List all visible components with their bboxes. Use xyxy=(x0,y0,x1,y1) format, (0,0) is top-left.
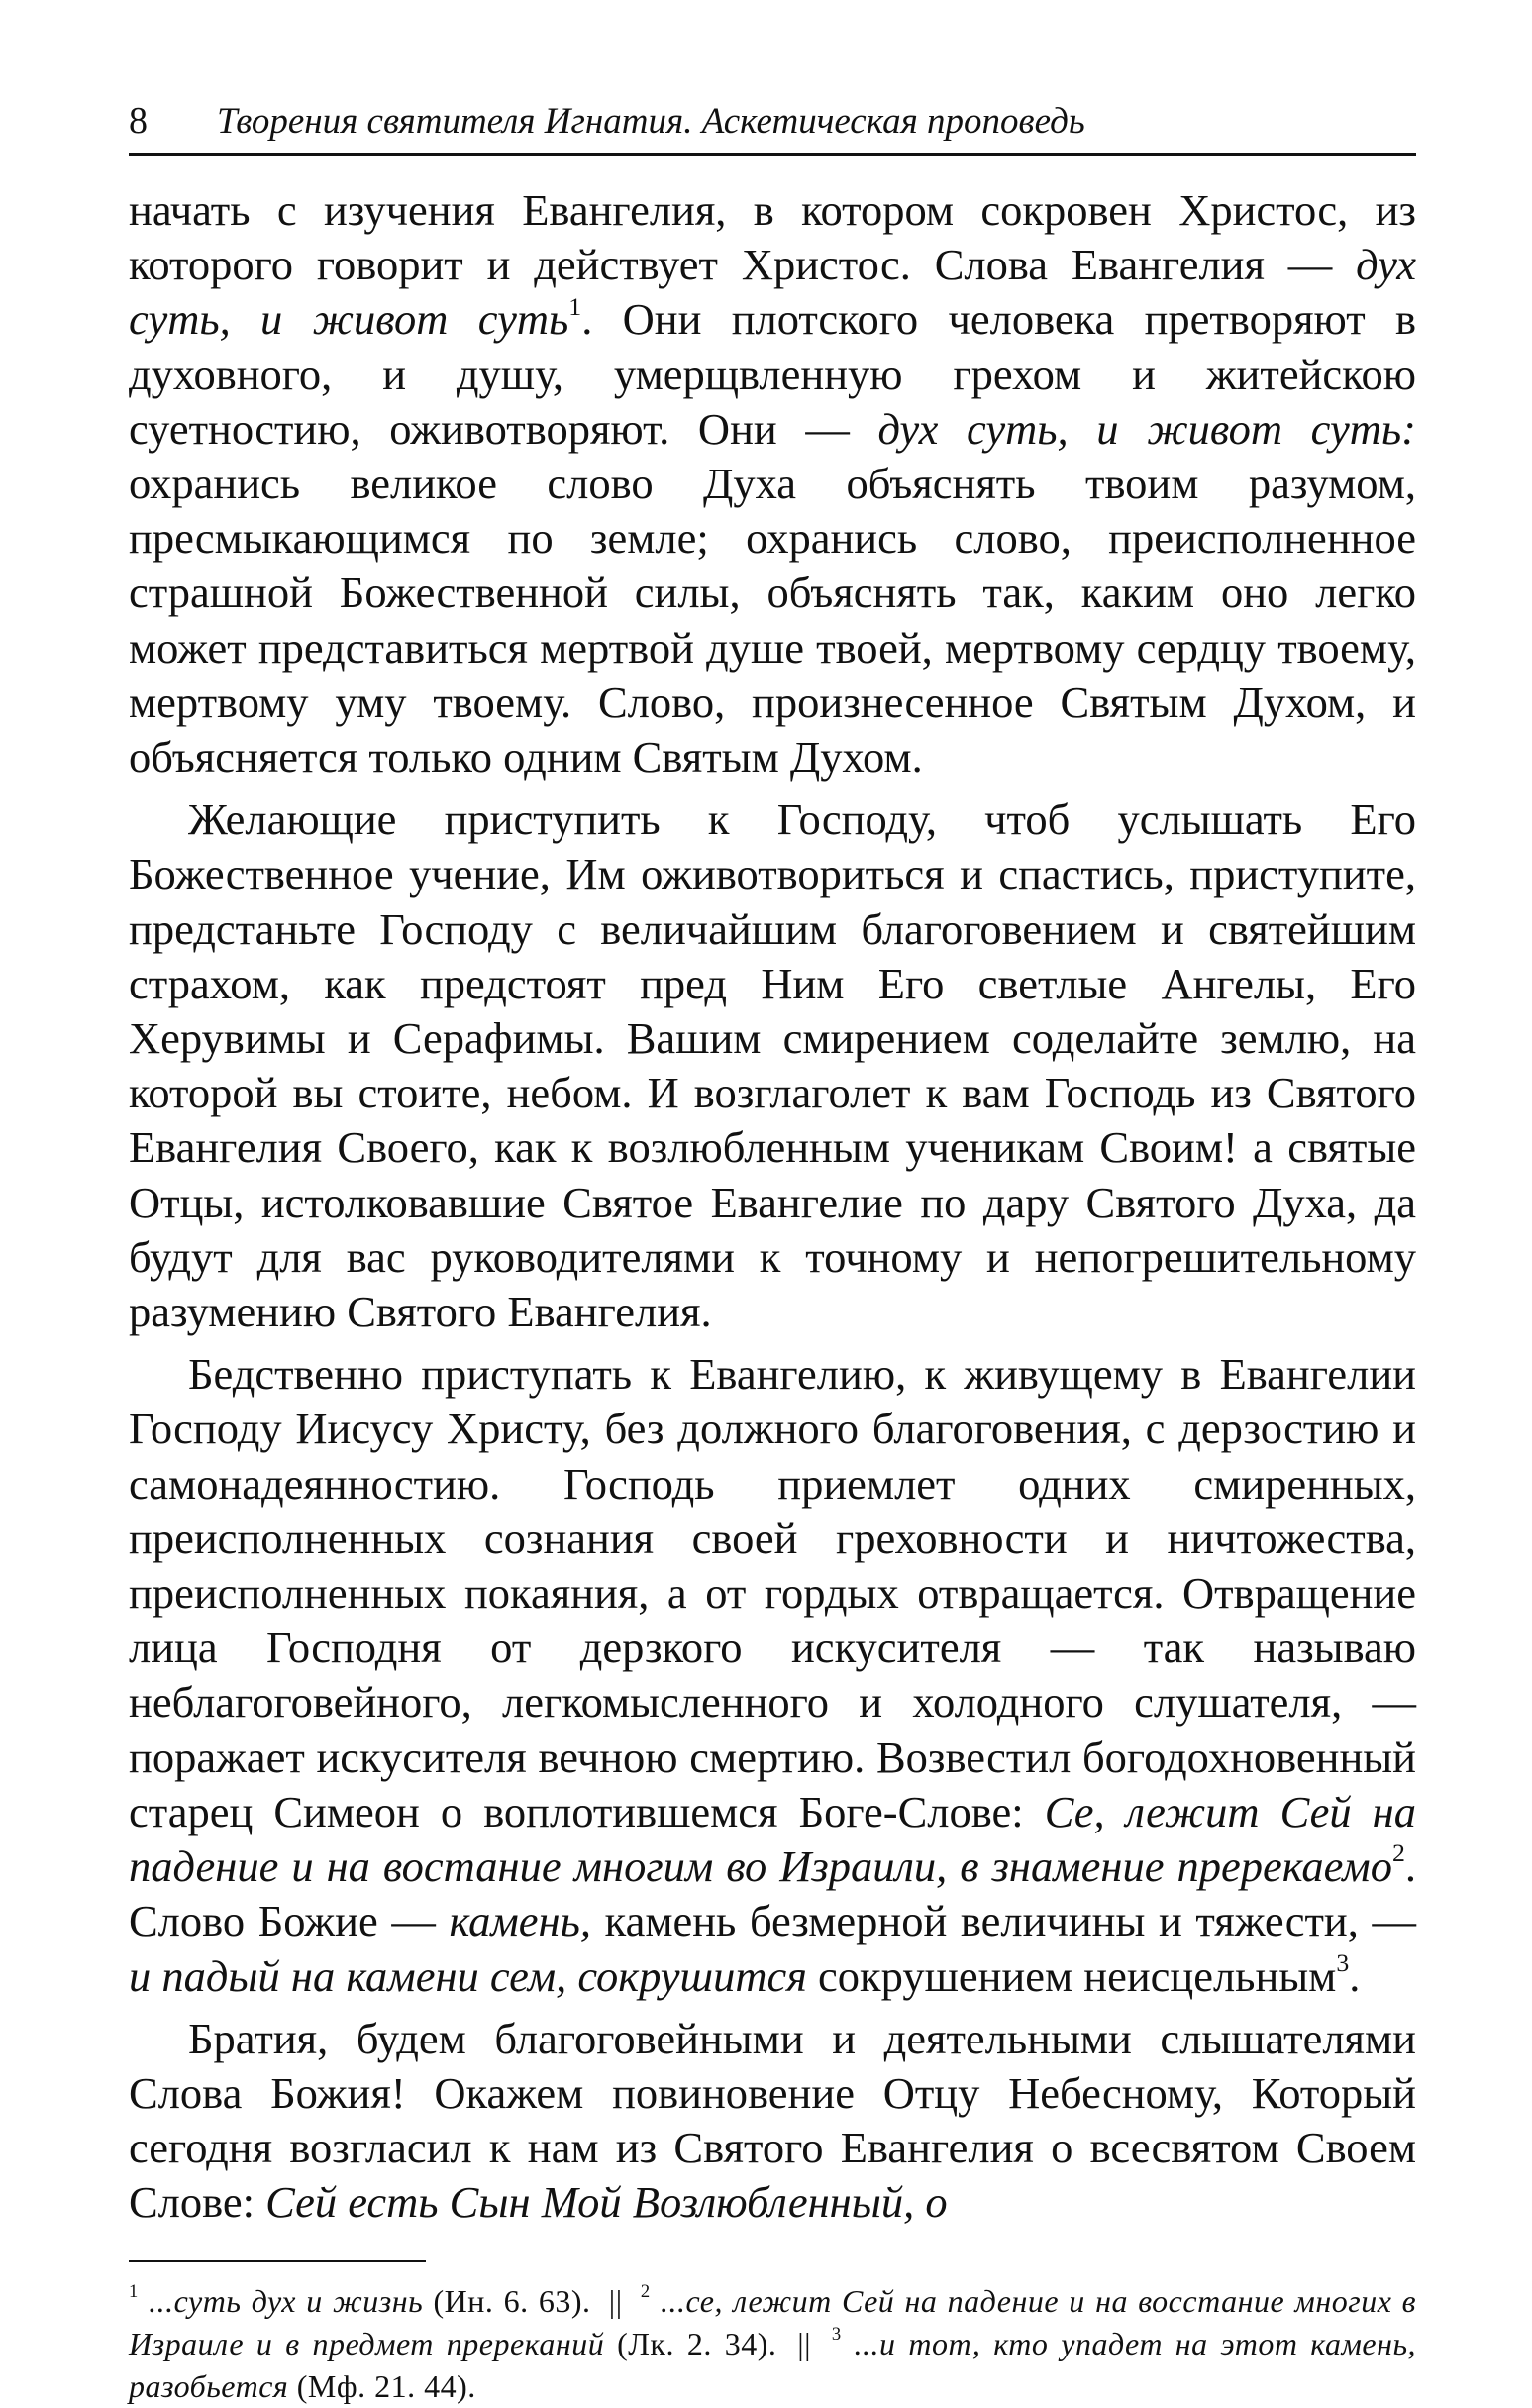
text-run: Братия, будем благоговейными и деятельными слышателями Слова Божия! Окажем повиновение Отцу Небесному, Который сегодня возгласил к нам из Святого Евангелия о всесвятом Своем Слове: xyxy=(129,2013,1416,2228)
footnotes xyxy=(129,2280,1416,2408)
text-run: (Мф. 21. 44). xyxy=(288,2367,476,2404)
text-run xyxy=(651,2283,661,2319)
footnote-rule xyxy=(129,2260,426,2262)
text-run: . xyxy=(1349,1950,1361,2001)
text-run: . Они плотского человека претворяют в духовного, и душу, умерщвленную грехом и житейскою суетностию, оживотворяют. Они — xyxy=(129,294,1416,454)
paragraph xyxy=(129,1347,1416,2003)
footnote-separator: || xyxy=(784,2325,824,2361)
text-run xyxy=(842,2326,855,2361)
footnote-ref: 1 xyxy=(568,291,582,321)
text-run: . Слово Божие — xyxy=(129,1841,1416,1946)
quotation: ...суть дух и жизнь xyxy=(149,2282,424,2319)
quotation: Се, лежит Сей на падение и на востание многим во Израили, в знамение пререкаемо xyxy=(129,1786,1416,1892)
text-run: (Лк. 2. 34). xyxy=(604,2325,777,2361)
text-run: сокрушением неисцельным xyxy=(806,1950,1337,2001)
paragraph xyxy=(129,792,1416,1339)
quotation: ...се, лежит Сей на падение и на восстание многих в Израиле и в предмет пререканий xyxy=(129,2282,1417,2361)
footnote-ref: 2 xyxy=(1391,1838,1405,1868)
text-run: Бедственно приступать к Евангелию, к живущему в Евангелии Господу Иисусу Христу, без должного благоговения, с дерзостию и самонадеянностию. Господь приемлет одних смиренных, преисполненных сознания своей греховности и ничтожества, преисполненных покаяния, а от гордых отвращается. Отвращение лица Господня от дерзкого искусителя — так называю неблагоговейного, легкомысленного и холодного слушателя, — поражает искусителя вечною смертию. Возвестил богодохновенный старец Симеон о воплотившемся Боге-Слове: xyxy=(129,1349,1416,1836)
body-text xyxy=(129,183,1416,2231)
quotation: камень, xyxy=(449,1896,592,1946)
footnote-ref: 2 xyxy=(640,2281,651,2303)
paragraph xyxy=(129,2012,1416,2231)
text-run: охранись великое слово Духа объяснять твоим разумом, пресмыкающимся по земле; охранись слово, преисполненное страшной Божественной силы, объяснять так, каким оно легко может представиться мертвой душе твоей, мертвому сердцу твоему, мертвому уму твоему. Слово, произнесенное Святым Духом, и объясняется только одним Святым Духом. xyxy=(129,459,1416,783)
quotation: и падый на камени сем, сокрушится xyxy=(129,1950,807,2001)
quotation: дух суть, и живот суть xyxy=(129,240,1416,345)
running-title: Творения святителя Игнатия. Аскетическая проповедь xyxy=(217,101,1085,142)
text-run: начать с изучения Евангелия, в котором сокровен Христос, из которого говорит и действует Христос. Слова Евангелия — xyxy=(129,185,1416,290)
text-run xyxy=(139,2283,149,2319)
footnote xyxy=(129,2283,591,2319)
text-run: камень безмерной величины и тяжести, — xyxy=(591,1896,1416,1946)
page-number: 8 xyxy=(129,100,148,142)
footnote-ref: 3 xyxy=(1336,1947,1350,1977)
paragraph xyxy=(129,183,1416,785)
quotation: ...и тот, кто упадет на этот камень, разобьется xyxy=(129,2325,1417,2404)
text-run: (Ин. 6. 63). xyxy=(423,2282,591,2319)
footnote-ref: 3 xyxy=(831,2324,842,2346)
quotation: дух суть, и живот суть: xyxy=(877,403,1416,454)
footnote-ref: 1 xyxy=(129,2281,139,2303)
book-page xyxy=(129,99,1416,2408)
quotation: Сей есть Сын Мой Возлюбленный, о xyxy=(265,2177,948,2228)
footnote-separator: || xyxy=(598,2282,633,2319)
text-run: Желающие приступить к Господу, чтоб услышать Его Божественное учение, Им оживотвориться и спастись, приступите, предстаньте Господу с величайшим благоговением и святейшим страхом, как предстоят пред Ним Его светлые Ангелы, Его Херувимы и Серафимы. Вашим смирением соделайте землю, на которой вы стоите, небом. И возглаголет к вам Господь из Святого Евангелия Своего, как к возлюбленным ученикам Своим! а святые Отцы, истолковавшие Святое Евангелие по дару Святого Духа, да будут для вас руководителями к точному и непогрешительному разумению Святого Евангелия. xyxy=(129,794,1416,1337)
running-header xyxy=(129,99,1416,156)
